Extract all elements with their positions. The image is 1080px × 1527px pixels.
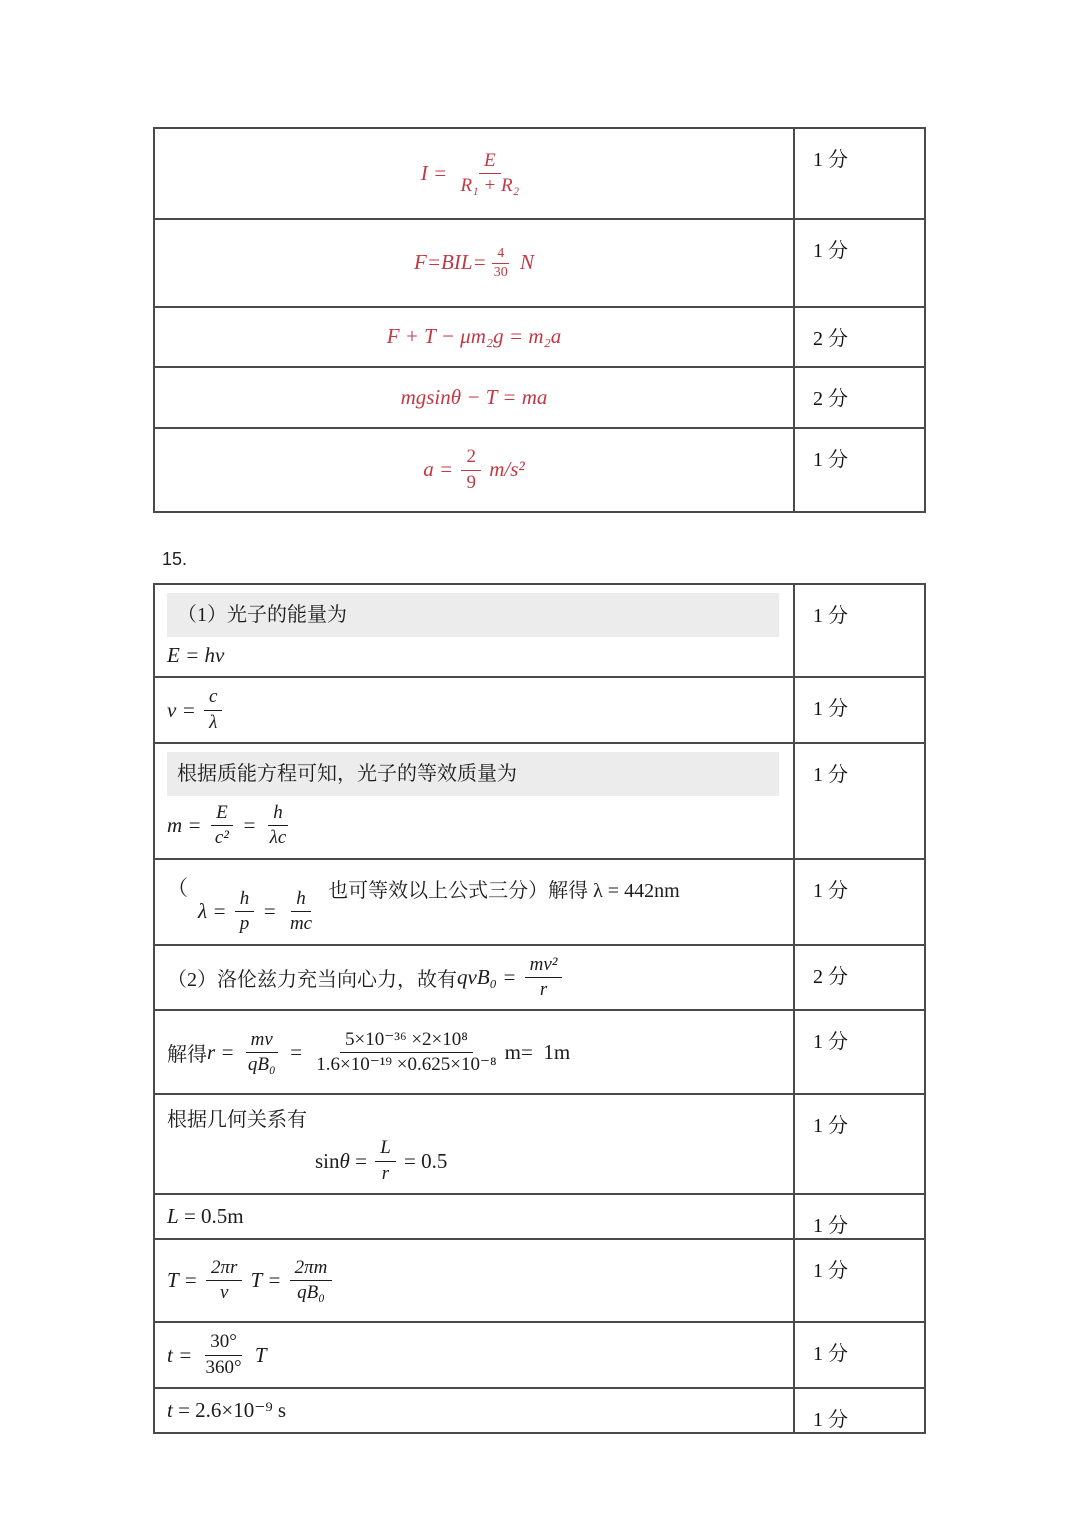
row-label: 根据质能方程可知，光子的等效质量为	[167, 752, 779, 796]
table-row	[155, 1093, 924, 1193]
table-row	[155, 129, 924, 218]
table-row	[155, 1321, 924, 1387]
score-cell	[793, 1095, 924, 1193]
fraction-denominator: qB₀	[297, 1282, 325, 1304]
score-cell	[793, 308, 924, 366]
fraction-numerator: E	[211, 802, 233, 826]
fraction-numerator: mv	[246, 1029, 278, 1053]
formula	[167, 802, 294, 850]
score-label: 1 分	[813, 1115, 848, 1138]
score-label: 2 分	[813, 328, 848, 350]
fraction	[235, 888, 255, 936]
score-label: 2 分	[813, 388, 848, 410]
fraction	[206, 1257, 242, 1305]
formula	[167, 1398, 286, 1423]
fraction-numerator: h	[235, 888, 255, 912]
formula-text: m= 1m	[504, 1039, 571, 1064]
formula-text: m/s²	[483, 457, 525, 482]
fraction-numerator: 4	[492, 246, 509, 263]
formula-text: r =	[207, 1039, 240, 1064]
formula-line	[167, 643, 781, 668]
score-cell	[793, 1195, 924, 1238]
table-row	[155, 585, 924, 676]
formula-text: t =	[167, 1342, 198, 1367]
row-label: （1）光子的能量为	[167, 593, 779, 637]
table-row	[155, 366, 924, 427]
formula-text: =	[349, 1148, 373, 1173]
formula-cell	[155, 1389, 793, 1432]
score-label: 1 分	[813, 449, 848, 471]
score-cell	[793, 429, 924, 511]
fraction-numerator: 30°	[205, 1331, 242, 1355]
table-row	[155, 306, 924, 366]
formula-text: L	[167, 1204, 179, 1229]
formula-text: E = hv	[167, 643, 225, 667]
fraction	[204, 686, 222, 734]
table-row	[155, 218, 924, 306]
score-label: 1 分	[813, 1031, 848, 1054]
formula-cell	[155, 368, 793, 427]
fraction-denominator: mc	[289, 913, 313, 935]
formula-cell	[155, 585, 793, 676]
formula-text: =	[257, 899, 282, 924]
table-row	[155, 1387, 924, 1432]
fraction-denominator: 360°	[205, 1356, 242, 1378]
table-row	[155, 427, 924, 511]
score-cell	[793, 678, 924, 742]
table-row	[155, 676, 924, 742]
formula-cell	[155, 1240, 793, 1321]
fraction-numerator: h	[268, 802, 288, 826]
fraction-denominator: r	[539, 979, 548, 1001]
fraction-numerator: 5×10⁻³⁶ ×2×10⁸	[340, 1029, 473, 1053]
score-label: 1 分	[813, 1343, 848, 1366]
fraction	[285, 888, 317, 936]
score-cell	[793, 744, 924, 858]
formula-text: = 2.6×10⁻⁹ s	[172, 1397, 287, 1422]
score-label: 1 分	[813, 240, 848, 262]
fraction-denominator: r	[381, 1162, 390, 1184]
formula-line	[315, 1137, 781, 1185]
score-cell	[793, 1323, 924, 1387]
fraction-numerator: 2πr	[206, 1257, 242, 1281]
formula	[167, 1331, 267, 1379]
fraction	[525, 954, 563, 1002]
score-label: 1 分	[813, 1215, 848, 1238]
score-cell	[793, 585, 924, 676]
formula-cell	[155, 308, 793, 366]
fraction-denominator: qB₀	[247, 1053, 276, 1075]
formula-cell	[155, 860, 793, 944]
row-label: 根据几何关系有	[167, 1109, 307, 1132]
formula	[421, 150, 527, 198]
formula-text: F=BIL=	[414, 250, 487, 275]
formula-text: =	[236, 813, 262, 838]
fraction-denominator: λ	[209, 711, 218, 733]
fraction-numerator: h	[291, 888, 311, 912]
score-cell	[793, 860, 924, 944]
formula-text: a =	[423, 457, 459, 482]
formula	[315, 1137, 447, 1185]
score-table-1	[153, 127, 926, 513]
table-row	[155, 742, 924, 858]
formula	[167, 643, 224, 668]
table-row	[155, 1193, 924, 1238]
formula-cell	[155, 429, 793, 511]
fraction	[461, 446, 481, 494]
formula	[387, 324, 562, 349]
fraction	[375, 1137, 396, 1185]
formula-line	[198, 888, 320, 936]
fraction	[201, 1331, 247, 1379]
fraction-denominator: R₁ + R₂	[460, 175, 520, 196]
formula	[414, 246, 534, 280]
score-label: 1 分	[813, 605, 848, 627]
formula	[457, 954, 565, 1002]
fraction-denominator: c²	[214, 827, 229, 849]
formula-cell	[155, 1011, 793, 1093]
inline-line	[167, 1019, 570, 1085]
formula-text: mgsinθ − T = ma	[400, 384, 548, 409]
table-row	[155, 944, 924, 1010]
fraction-denominator: 9	[466, 471, 476, 493]
formula	[198, 888, 320, 936]
formula-cell	[155, 946, 793, 1010]
fraction-numerator: mv²	[525, 954, 563, 978]
score-label: 1 分	[813, 698, 848, 721]
formula-text: θ	[339, 1148, 350, 1173]
formula-text: T	[249, 1342, 267, 1367]
fraction	[265, 802, 292, 850]
fraction-numerator: L	[375, 1137, 396, 1161]
fraction	[455, 150, 524, 198]
row-note: 也可等效以上公式三分）解得 λ = 442nm	[328, 879, 680, 902]
fraction-denominator: 30	[493, 264, 508, 280]
formula-cell	[155, 1195, 793, 1238]
formula-cell	[155, 1323, 793, 1387]
formula	[401, 385, 548, 410]
formula	[207, 1029, 570, 1077]
formula-cell	[155, 744, 793, 858]
fraction	[489, 246, 513, 280]
formula-text: sin	[315, 1148, 340, 1173]
table-row	[155, 1009, 924, 1093]
fraction-denominator: v	[219, 1282, 229, 1304]
formula-text: F + T − μm₂g = m₂a	[386, 324, 562, 349]
formula-text: λ =	[198, 899, 232, 924]
formula-text: = 0.5	[398, 1148, 448, 1173]
formula	[423, 446, 524, 494]
score-cell	[793, 129, 924, 218]
formula-text: T =	[245, 1268, 287, 1293]
fraction	[290, 1257, 333, 1305]
fraction-numerator: E	[479, 150, 501, 174]
score-cell	[793, 946, 924, 1010]
row-label: 解得	[167, 1043, 207, 1066]
score-cell	[793, 1011, 924, 1093]
formula	[167, 1204, 244, 1229]
score-cell	[793, 1389, 924, 1432]
score-label: 1 分	[813, 764, 848, 786]
fraction-denominator: p	[239, 913, 250, 935]
fraction-numerator: 2	[461, 446, 481, 470]
score-label: 1 分	[813, 1260, 848, 1283]
score-label: 1 分	[813, 149, 848, 171]
formula-cell	[155, 1095, 793, 1193]
formula-text: I =	[420, 160, 453, 185]
formula-text: m =	[167, 813, 207, 838]
row-label: （2）洛伦兹力充当向心力，故有	[167, 969, 457, 992]
fraction	[311, 1029, 501, 1077]
score-cell	[793, 220, 924, 306]
formula-text: =	[283, 1039, 309, 1064]
formula-text: N	[514, 250, 534, 275]
fraction	[210, 802, 234, 850]
formula-line	[167, 802, 781, 850]
score-label: 1 分	[813, 1409, 848, 1432]
formula-text: v =	[167, 697, 201, 722]
fraction-numerator: 2πm	[290, 1257, 333, 1281]
score-cell	[793, 1240, 924, 1321]
table-row	[155, 1238, 924, 1321]
formula-text: qvB₀ =	[457, 964, 522, 989]
formula	[167, 1257, 335, 1305]
table-row	[155, 858, 924, 944]
open-paren: （	[167, 875, 188, 900]
score-label: 1 分	[813, 879, 848, 902]
formula-cell	[155, 220, 793, 306]
formula-text: t	[167, 1397, 173, 1422]
fraction-numerator: c	[204, 686, 222, 710]
score-cell	[793, 368, 924, 427]
formula-text: T =	[167, 1268, 203, 1293]
paren-line	[167, 868, 781, 936]
question-number: 15.	[162, 549, 188, 569]
formula-text: = 0.5m	[178, 1204, 244, 1229]
formula	[167, 686, 225, 734]
inline-line	[167, 954, 565, 1002]
fraction-denominator: λc	[269, 827, 287, 849]
formula-cell	[155, 678, 793, 742]
score-label: 2 分	[813, 965, 848, 988]
fraction	[243, 1029, 281, 1077]
formula-cell	[155, 129, 793, 218]
score-table-2	[153, 583, 926, 1434]
fraction-denominator: 1.6×10⁻¹⁹ ×0.625×10⁻⁸	[316, 1053, 497, 1075]
